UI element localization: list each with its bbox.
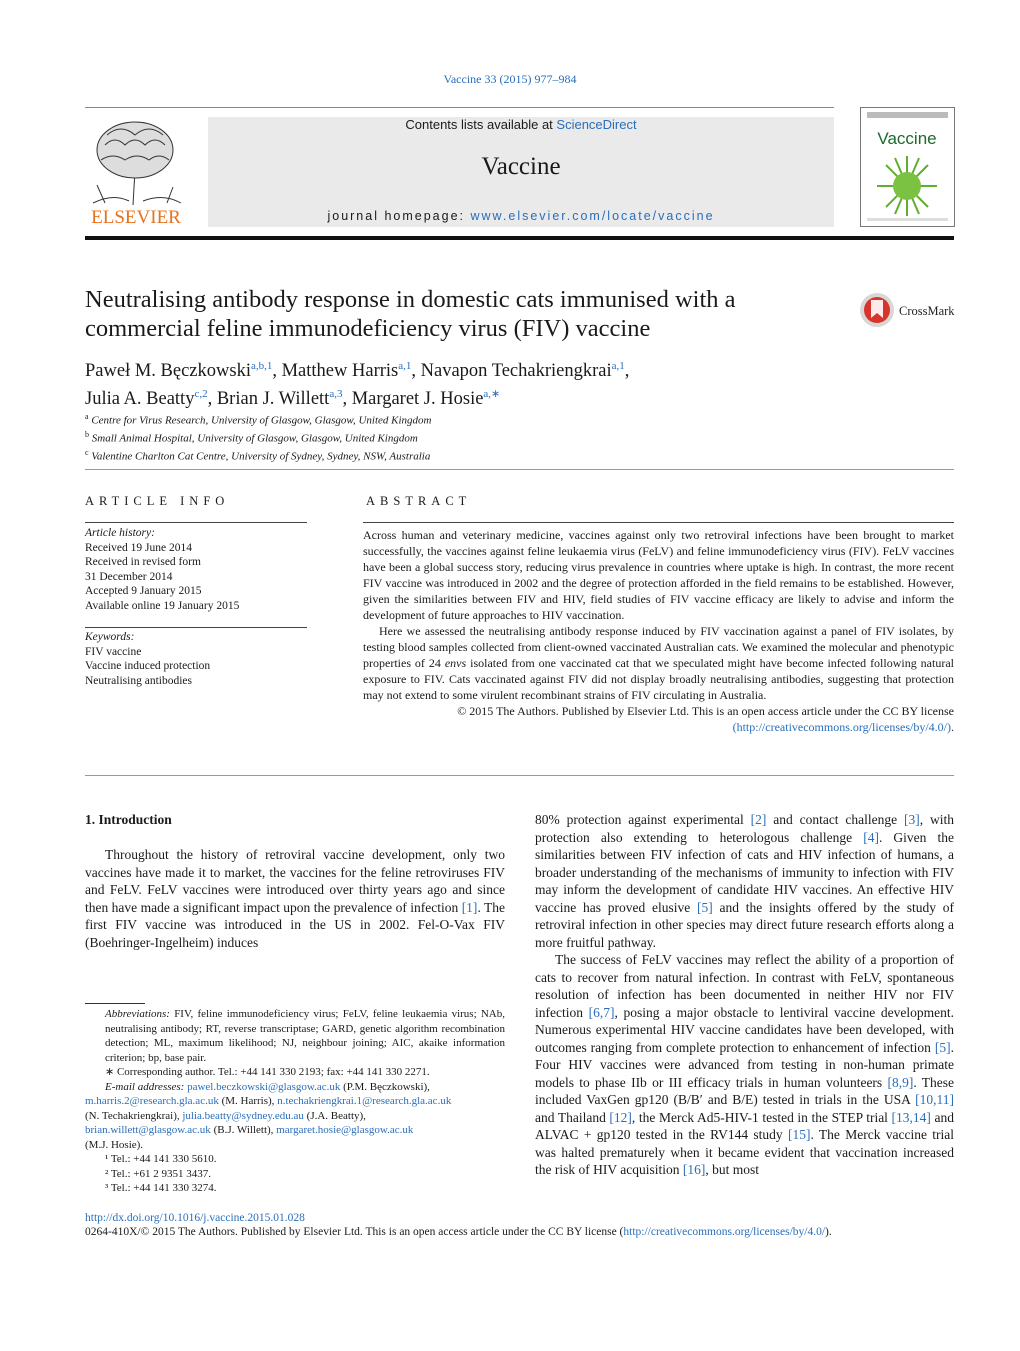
divider (85, 775, 954, 776)
section-heading: 1. Introduction (85, 812, 172, 827)
crossmark-badge[interactable] (859, 290, 959, 330)
article-history: Article history: Received 19 June 2014 Received in revised form 31 December 2014 Accepted 9 January 2015 Available online 19 January 2015 (85, 527, 240, 612)
keyword: Vaccine induced protection (85, 660, 211, 672)
journal-homepage: journal homepage: www.elsevier.com/locate/vaccine (327, 209, 715, 223)
ref-link[interactable]: [1] (461, 899, 478, 915)
author[interactable]: Paweł M. Bęczkowski$^{a,b,1}$ (85, 360, 273, 382)
body-column-left: Throughout the history of retroviral vaccine development, only two vaccines have made it to market, the vaccines for the feline retroviruses FIV and FeLV. FeLV vaccines were introduced over thirty years ago and since then have made a significant impact upon the prevalence of infection [1]. The first FIV vaccine was introduced in the US in 2002. Fel-O-Vax FIV (Boehringer-Ingelheim) induces (85, 847, 505, 950)
citation-link[interactable]: Vaccine 33 (2015) 977–984 (443, 72, 577, 86)
email-link[interactable]: margaret.hosie@glasgow.ac.uk (276, 1124, 414, 1136)
corresponding-author: ∗ Corresponding author. Tel.: +44 141 330 2193; fax: +44 141 330 2271. (105, 1066, 430, 1078)
author[interactable]: Julia A. Beatty$^{c,2}$ (85, 388, 208, 410)
author[interactable]: Matthew Harris$^{a,1}$ (281, 360, 412, 382)
elsevier-tree-icon (85, 115, 187, 227)
license-link[interactable]: http://creativecommons.org/licenses/by/4.0/ (623, 1226, 826, 1238)
sciencedirect-link[interactable]: ScienceDirect (556, 117, 637, 132)
abstract-heading: ABSTRACT (366, 494, 472, 508)
vaccine-cover-icon (861, 108, 954, 226)
ref-link[interactable]: [16] (682, 1162, 706, 1177)
ref-link[interactable]: [10,11] (915, 1092, 954, 1107)
affiliation: $^b$ Small Animal Hospital, University of Glasgow, Glasgow, United Kingdom (85, 430, 418, 445)
abbreviations: Abbreviations: FIV, feline immunodeficiency virus; FeLV, feline leukaemia virus; NAb, neutralising antibody; RT, reverse transcriptase; GARD, genetic algorithm recombination detection; ML, maximum likelihood; NJ, neighbour joining; AIC, akaike information criterion; bp, base pair. (105, 1008, 505, 1064)
email-addresses: E-mail addresses: pawel.beczkowski@glasgow.ac.uk (P.M. Bęczkowski), (105, 1080, 430, 1093)
footnote: ² Tel.: +61 2 9351 3437. (105, 1167, 211, 1180)
email-link[interactable]: m.harris.2@research.gla.ac.uk (85, 1095, 219, 1107)
affiliation: $^a$ Centre for Virus Research, University of Glasgow, Glasgow, United Kingdom (85, 412, 432, 427)
homepage-link[interactable]: www.elsevier.com/locate/vaccine (470, 209, 715, 223)
ref-link[interactable]: [8,9] (887, 1074, 914, 1090)
footnote: ³ Tel.: +44 141 330 3274. (105, 1182, 217, 1194)
svg-text:Vaccine: Vaccine (877, 129, 937, 148)
ref-link[interactable]: [4] (863, 829, 879, 845)
ref-link[interactable]: [5] (934, 1039, 951, 1055)
journal-name: Vaccine (481, 153, 561, 180)
abstract-body: Across human and veterinary medicine, vaccines against only two retroviral infections have been brought to market successfully, the vaccines against feline leukaemia virus (FeLV) and feline immunodeficiency virus (FIV). FeLV vaccines have been a global success story, reducing virus prevalence in countries where uptake is high. In contrast, the more recent FIV vaccine was introduced in 2002 and the degree of protection afforded in the field remains to be established. However, given the similarities between FIV and HIV, field studies of FIV vaccine efficacy are likely to advise and inform the development of future approaches to HIV vaccination. Here we assessed the neutralising antibody response induced by FIV vaccination against a panel of FIV isolates, by testing blood samples collected from client-owned vaccinated Australian cats. We examined the molecular and phenotypic properties of 24 envs isolated from one vaccinated cat that we speculated might have become infected following natural exposure to FIV. Cats vaccinated against FIV did not display broadly neutralising antibodies, suggesting that protection may not extend to some virulent recombinant strains of FIV circulating in Australia. © 2015 The Authors. Published by Elsevier Ltd. This is an open access article under the CC BY license (http://creativecommons.org/licenses/by/4.0/). (363, 528, 954, 734)
header-thick-rule (85, 236, 954, 240)
ref-link[interactable]: [15] (787, 1127, 811, 1142)
footnotes: Abbreviations: FIV, feline immunodeficiency virus; FeLV, feline leukaemia virus; NAb, neutralising antibody; RT, reverse transcriptase; GARD, genetic algorithm recombination detection; ML, maximum likelihood; NJ, neighbour joining; AIC, akaike information criterion; bp, base pair. ∗ Corresponding author. Tel.: +44 141 330 2193; fax: +44 141 330 2271. E-mail addresses: pawel.beczkowski@glasgow.ac.uk (P.M. Bęczkowski), m.harris.2@research.gla.ac.uk (M. Harris), n.techakriengkrai.1@research.gla.ac.uk (N. Techakriengkrai), julia.beatty@sydney.edu.au (J.A. Beatty), brian.willett@glasgow.ac.uk (B.J. Willett), margaret.hosie@glasgow.ac.uk (M.J. Hosie). ¹ Tel.: +44 141 330 5610. ² Tel.: +61 2 9351 3437. ³ Tel.: +44 141 330 3274. (85, 1008, 505, 1194)
divider (85, 522, 307, 523)
body-column-right: 80% protection against experimental [2] and contact challenge [3], with protection also extending to heterologous challenge [4]. Given the similarities between FIV infection of cats and HIV infection of humans, a broader understanding of the mechanisms of immunity to infection with FIV may inform the development of candidate HIV vaccines. An effective HIV vaccine has proved elusive [5] and the insights offered by the study of retroviral infection in other species may direct future research efforts along a more fruitful pathway. The success of FeLV vaccines may reflect the ability of a proportion of cats to recover from natural infection. In contrast with FeLV, spontaneous resolution of infection has been documented in neither HIV nor FIV infection [6,7], posing a major obstacle to lentiviral vaccine development. Numerous experimental HIV vaccine candidates have been developed, with outcomes ranging from complete protection to enhancement of infection [5]. Four HIV vaccines were advanced from testing in non-human primate models to phase IIb or III efficacy trials in human volunteers [8,9]. These included VaxGen gp120 (B/B′ and B/E) tested in trials in the USA [10,11] and Thailand [12], the Merck Ad5-HIV-1 tested in the STEP trial [13,14] and ALVAC + gp120 tested in the RV144 study [15]. The Merck vaccine trial was halted prematurely when it became evident that vaccination increased the risk of HIV acquisition [16], but most (535, 812, 955, 1177)
author[interactable]: Brian J. Willett$^{a,3}$ (216, 388, 343, 410)
ref-link[interactable]: [3] (904, 812, 920, 827)
author-list: Paweł M. Bęczkowski$^{a,b,1}$, Matthew Harris$^{a,1}$, Navapon Techakriengkrai$^{a,1}$, Julia A. Beatty$^{c,2}$, Brian J. Willett$^{a,3}$, Margaret J. Hosie$^{a,∗}$ (85, 360, 630, 410)
keyword: FIV vaccine (85, 645, 142, 658)
journal-banner (208, 117, 834, 227)
email-link[interactable]: n.techakriengkrai.1@research.gla.ac.uk (277, 1095, 452, 1107)
journal-citation[interactable] (0, 72, 1020, 87)
journal-cover (860, 107, 955, 227)
email-link[interactable]: pawel.beczkowski@glasgow.ac.uk (187, 1080, 341, 1093)
ref-link[interactable]: [12] (609, 1109, 632, 1125)
divider (363, 522, 954, 523)
ref-link[interactable]: [6,7] (588, 1004, 615, 1020)
license-line: 0264-410X/© 2015 The Authors. Published by Elsevier Ltd. This is an open access article under the CC BY license (http://creativecommons.org/licenses/by/4.0/). (85, 1226, 832, 1238)
svg-text:ELSEVIER: ELSEVIER (91, 207, 181, 227)
ref-link[interactable]: [2] (750, 812, 767, 827)
email-link[interactable]: brian.willett@glasgow.ac.uk (85, 1124, 211, 1136)
footnote: ¹ Tel.: +44 141 330 5610. (105, 1153, 217, 1165)
affiliations (85, 410, 845, 464)
divider (85, 469, 954, 470)
divider (85, 627, 307, 628)
cc-license-link[interactable]: (http://creativecommons.org/licenses/by/4.0/) (732, 720, 951, 734)
author[interactable]: Margaret J. Hosie$^{a,∗}$ (351, 388, 501, 410)
ref-link[interactable]: [5] (696, 899, 713, 915)
doi[interactable] (85, 1212, 305, 1224)
svg-text:CrossMark: CrossMark (899, 304, 955, 318)
author[interactable]: Navapon Techakriengkrai$^{a,1}$ (420, 360, 625, 382)
footnote-rule (85, 1003, 145, 1004)
affiliation: $^c$ Valentine Charlton Cat Centre, University of Sydney, Sydney, NSW, Australia (85, 448, 431, 463)
article-title: Neutralising antibody response in domestic cats immunised with a commercial feline immunodeficiency virus (FIV) vaccine (85, 286, 736, 342)
keywords: Keywords: FIV vaccine Vaccine induced protection Neutralising antibodies (85, 630, 307, 688)
elsevier-logo (85, 115, 187, 227)
keyword: Neutralising antibodies (85, 674, 192, 687)
article-info-heading: ARTICLE INFO (85, 494, 230, 508)
ref-link[interactable]: [13,14] (891, 1109, 931, 1125)
doi-link[interactable]: http://dx.doi.org/10.1016/j.vaccine.2015.01.028 (85, 1212, 305, 1224)
email-link[interactable]: julia.beatty@sydney.edu.au (182, 1109, 304, 1122)
crossmark-icon[interactable] (859, 290, 959, 330)
header-rule (85, 107, 834, 108)
contents-line: Contents lists available at ScienceDirect (405, 117, 637, 132)
